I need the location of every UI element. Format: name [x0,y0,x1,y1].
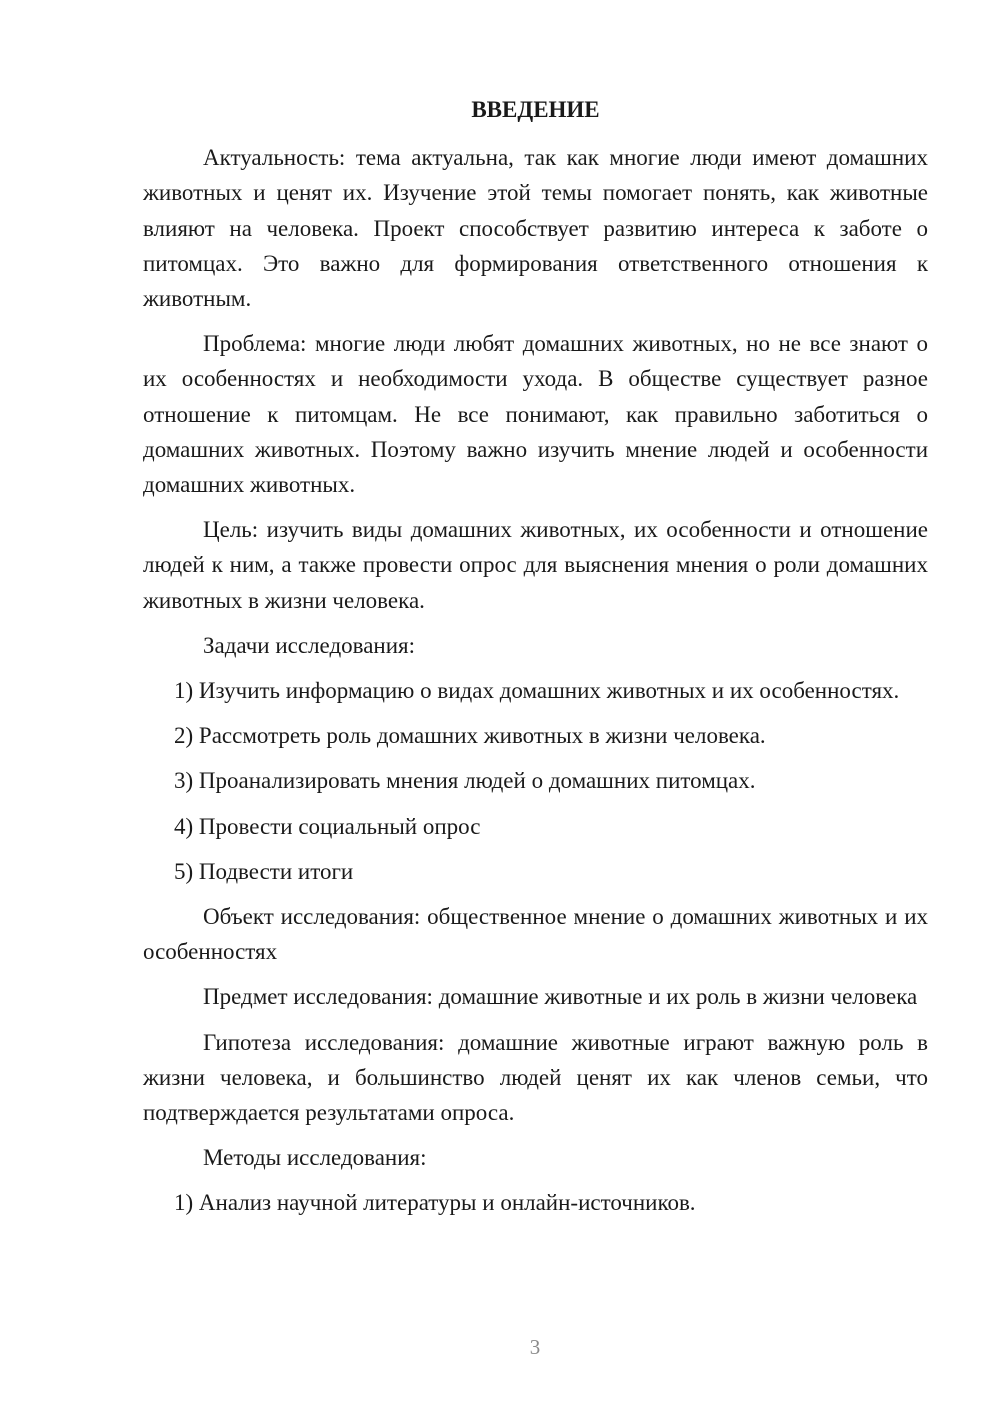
task-item-1: 1) Изучить информацию о видах домашних животных и их особенностях. [174,678,900,704]
hypothesis-paragraph: Гипотеза исследования: домашние животные играют важную роль в жизни человека, и большинство людей ценят их как членов семьи, что подтверждается результатами опроса. [143,1029,928,1126]
problem-paragraph: Проблема: многие люди любят домашних животных, но не все знают о их особенностях и необходимости ухода. В обществе существует разное отношение к питомцам. Не все понимают, как правильно заботиться о домашних животных. Поэтому важно изучить мнение людей и особенности домашних животных. [143,331,928,498]
section-title: ВВЕДЕНИЕ [471,97,600,122]
task-item-4: 4) Провести социальный опрос [174,813,481,839]
object-paragraph: Объект исследования: общественное мнение о домашних животных и их особенностях [143,904,928,965]
goal-paragraph: Цель: изучить виды домашних животных, их особенности и отношение людей к ним, а также провести опрос для выяснения мнения о роли домашних животных в жизни человека. [143,517,928,613]
page-number: 3 [529,1335,541,1359]
page-content [143,92,928,1231]
task-item-3: 3) Проанализировать мнения людей о домашних питомцах. [174,768,756,794]
relevance-paragraph: Актуальность: тема актуальна, так как многие люди имеют домашних животных и ценят их. Изучение этой темы помогает понять, как животные влияют на человека. Проект способствует развитию интереса к заботе о питомцах. Это важно для формирования ответственного отношения к животным. [143,145,928,312]
tasks-heading: Задачи исследования: [203,632,416,658]
subject-paragraph: Предмет исследования: домашние животные и их роль в жизни человека [203,984,918,1010]
method-item-1: 1) Анализ научной литературы и онлайн-источников. [174,1190,696,1216]
task-item-2: 2) Рассмотреть роль домашних животных в жизни человека. [174,723,766,749]
task-item-5: 5) Подвести итоги [174,858,354,884]
methods-heading: Методы исследования: [203,1145,427,1171]
